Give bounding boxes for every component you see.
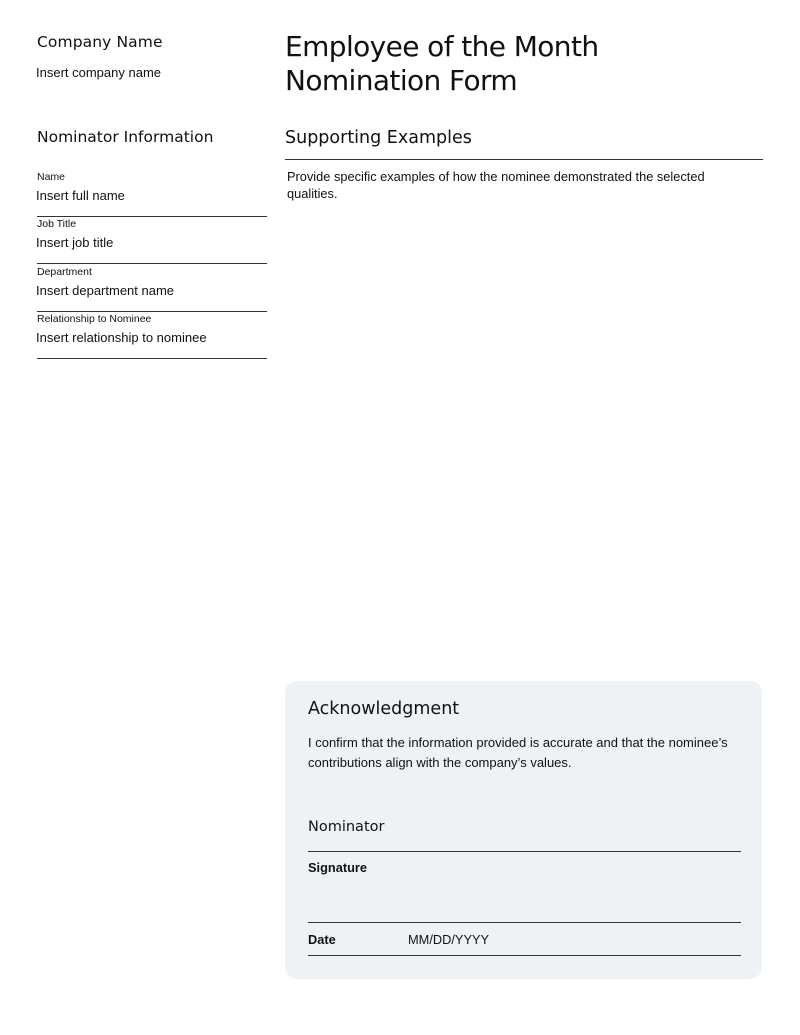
nominator-info-heading: Nominator Information	[37, 128, 214, 146]
supporting-examples-field[interactable]: Provide specific examples of how the nominee demonstrated the selected qualities.	[287, 169, 705, 201]
field-label: Department	[37, 266, 92, 278]
field-value[interactable]: Insert job title	[36, 235, 114, 250]
page-title-line-1: Employee of the Month	[285, 30, 599, 63]
field-value[interactable]: Insert department name	[36, 283, 175, 298]
date-field[interactable]: MM/DD/YYYY	[408, 932, 490, 947]
company-name-heading: Company Name	[37, 33, 163, 51]
page-title-line-2: Nomination Form	[285, 64, 518, 97]
field-value[interactable]: Insert full name	[36, 188, 125, 203]
nominator-relationship-field[interactable]	[37, 313, 267, 359]
field-value[interactable]: Insert relationship to nominee	[36, 330, 207, 345]
date-line	[308, 955, 741, 956]
field-label: Job Title	[37, 218, 77, 230]
section-divider	[285, 159, 763, 160]
page-title	[285, 30, 765, 98]
nominator-label: Nominator	[308, 819, 385, 835]
acknowledgment-statement: I confirm that the information provided is accurate and that the nominee’s contributions align with the company’s values.	[308, 735, 728, 770]
acknowledgment-heading: Acknowledgment	[308, 699, 460, 719]
date-label: Date	[308, 932, 336, 947]
signature-label: Signature	[308, 860, 368, 875]
field-label: Relationship to Nominee	[37, 313, 152, 325]
nominator-divider	[308, 851, 741, 852]
nominator-job-title-field[interactable]	[37, 218, 267, 264]
nominator-department-field[interactable]	[37, 266, 267, 312]
nominator-name-field[interactable]	[37, 171, 267, 217]
company-name-field[interactable]: Insert company name	[36, 65, 162, 80]
field-label: Name	[37, 171, 66, 183]
supporting-examples-heading: Supporting Examples	[285, 128, 472, 148]
signature-line[interactable]	[308, 922, 741, 923]
